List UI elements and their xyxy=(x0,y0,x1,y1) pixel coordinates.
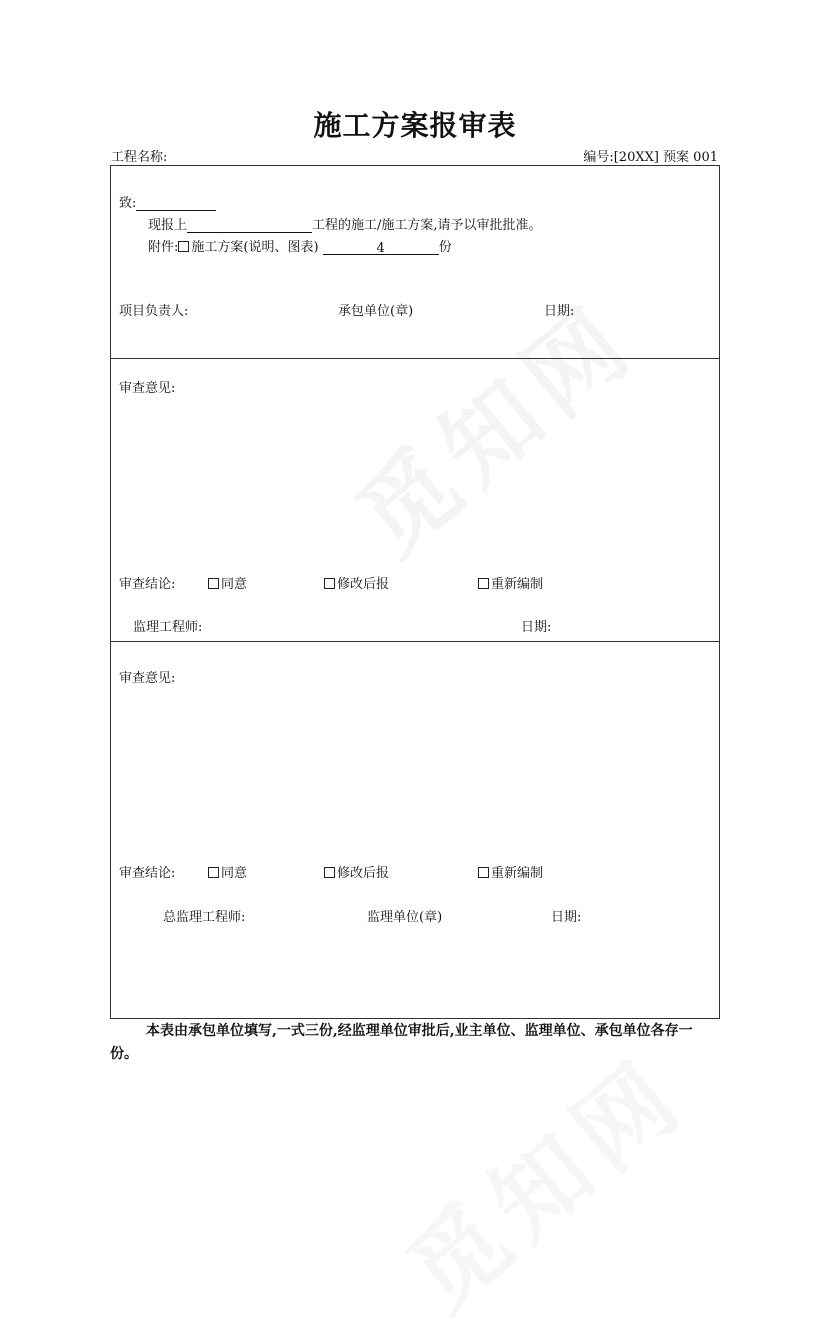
option-revise-label: 修改后报 xyxy=(337,866,390,881)
checkbox-agree[interactable] xyxy=(208,867,219,878)
option-agree[interactable] xyxy=(208,573,247,592)
to-row xyxy=(119,192,216,211)
conclusion-label: 审查结论: xyxy=(119,577,176,592)
submission-section xyxy=(111,166,719,359)
date-label: 日期: xyxy=(521,620,552,635)
supervisor-seal-label: 监理单位(章) xyxy=(367,910,443,925)
checkbox-revise[interactable] xyxy=(324,578,335,589)
watermark-bottom xyxy=(374,1022,710,1335)
form-title: 施工方案报审表 xyxy=(313,109,517,142)
opinion-label: 审查意见: xyxy=(119,671,176,686)
option-revise[interactable] xyxy=(324,862,389,881)
approval-form xyxy=(110,165,720,1019)
checkbox-agree[interactable] xyxy=(208,578,219,589)
attachment-row xyxy=(148,236,452,255)
option-recompile[interactable] xyxy=(478,573,543,592)
contractor-seal-label: 承包单位(章) xyxy=(338,304,414,319)
supervisor-review-section xyxy=(111,359,719,642)
to-field[interactable] xyxy=(136,197,216,211)
to-label: 致: xyxy=(119,196,137,211)
checkbox-recompile[interactable] xyxy=(478,867,489,878)
report-suffix: 工程的施工/施工方案,请予以审批批准。 xyxy=(312,218,542,233)
option-revise[interactable] xyxy=(324,573,389,592)
option-agree[interactable] xyxy=(208,862,247,881)
chief-engineer-label: 总监理工程师: xyxy=(163,910,246,925)
option-recompile-label: 重新编制 xyxy=(491,866,544,881)
option-revise-label: 修改后报 xyxy=(337,577,390,592)
conclusion-label: 审查结论: xyxy=(119,866,176,881)
engineer-label: 监理工程师: xyxy=(133,620,203,635)
form-number: 编号:[20XX] 预案 001 xyxy=(583,150,718,165)
checkbox-recompile[interactable] xyxy=(478,578,489,589)
attachment-count-field[interactable] xyxy=(323,241,439,255)
report-prefix: 现报上 xyxy=(148,218,188,233)
attachment-count: 4 xyxy=(376,241,385,256)
date-label: 日期: xyxy=(551,910,582,925)
project-name-label: 工程名称: xyxy=(111,150,168,165)
chief-review-section xyxy=(111,642,719,1018)
option-recompile[interactable] xyxy=(478,862,543,881)
footer-note: 本表由承包单位填写,一式三份,经监理单位审批后,业主单位、监理单位、承包单位各存一份。 xyxy=(110,1023,693,1062)
option-recompile-label: 重新编制 xyxy=(491,577,544,592)
checkbox-revise[interactable] xyxy=(324,867,335,878)
option-agree-label: 同意 xyxy=(221,866,248,881)
opinion-label: 审查意见: xyxy=(119,381,176,396)
attachment-label: 附件: xyxy=(148,240,179,255)
project-name-field[interactable] xyxy=(187,219,312,233)
attachment-checkbox[interactable] xyxy=(178,241,189,252)
attachment-item: 施工方案(说明、图表) xyxy=(191,240,319,255)
manager-label: 项目负责人: xyxy=(119,304,189,319)
date-label: 日期: xyxy=(544,304,575,319)
option-agree-label: 同意 xyxy=(221,577,248,592)
attachment-unit: 份 xyxy=(438,240,452,255)
report-row xyxy=(148,214,542,233)
